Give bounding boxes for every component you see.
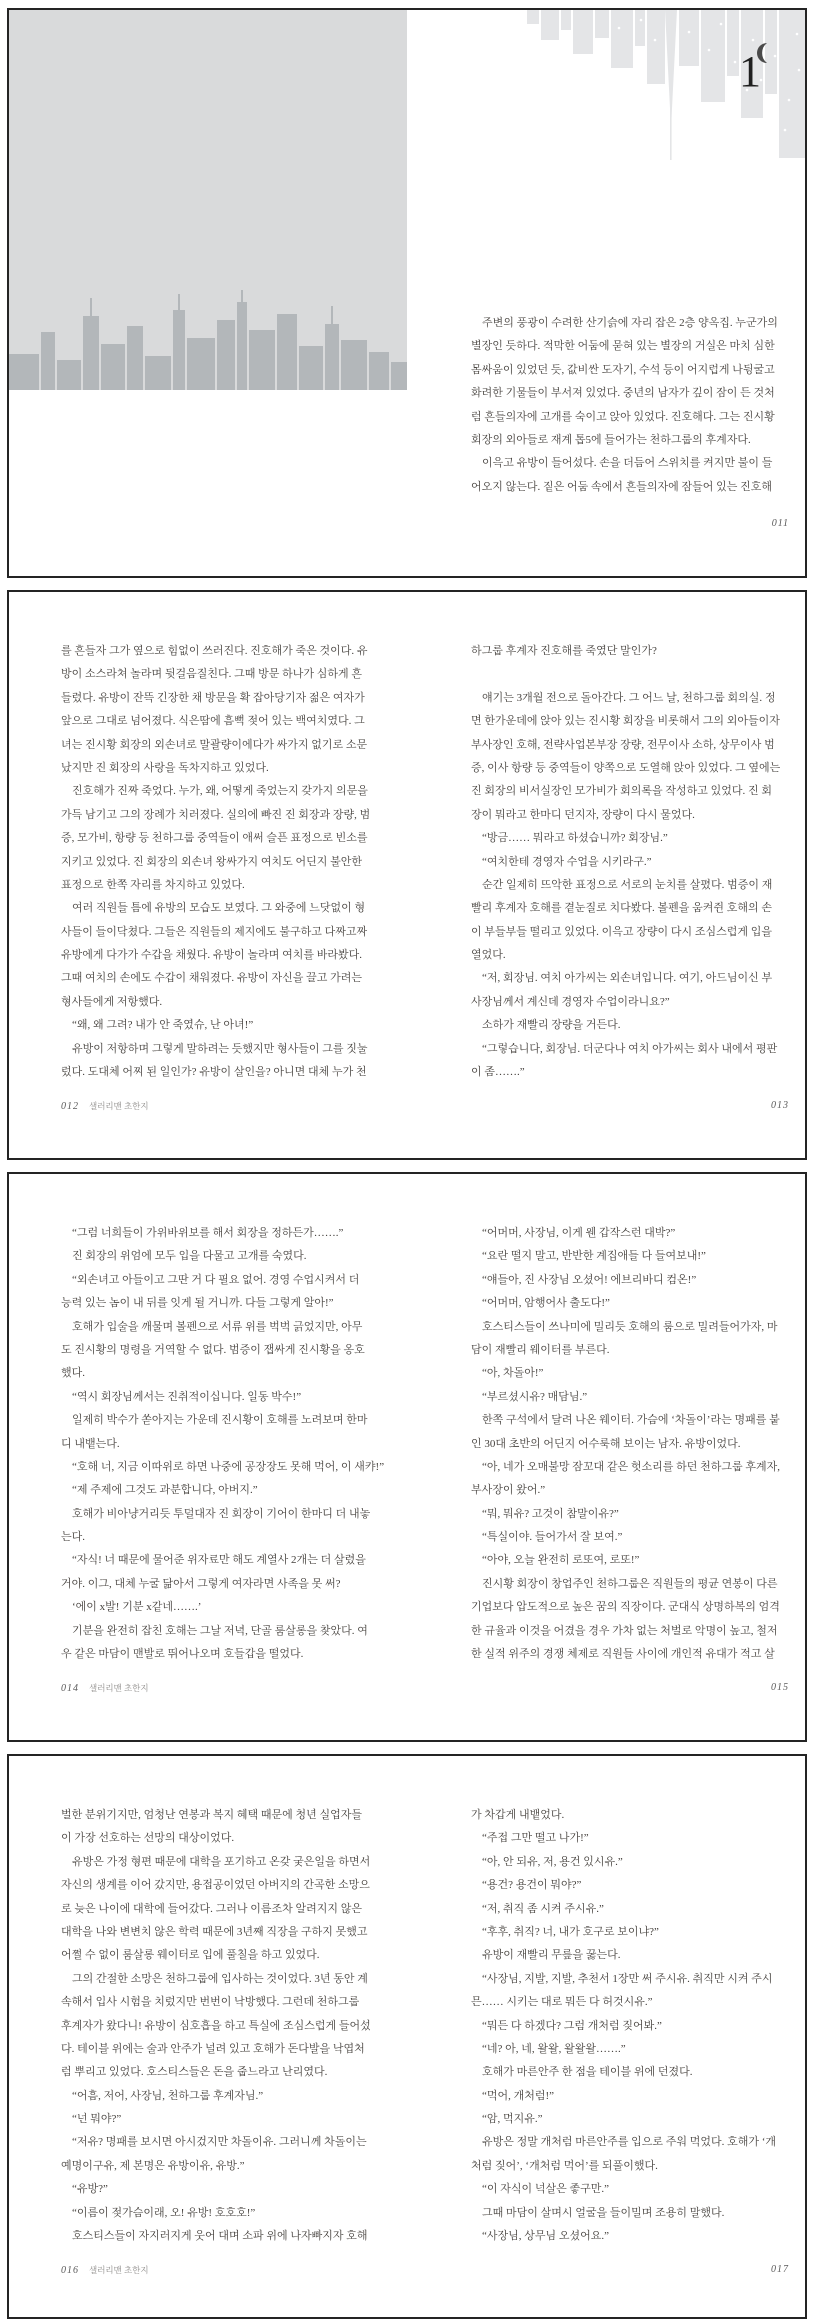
page-number-012: 012 — [61, 1101, 79, 1112]
text-line: 속해서 입사 시험을 치렀지만 번번이 낙방했다. 그런데 천하그룹 — [61, 1996, 360, 2009]
text-line: 우 같은 마담이 맨발로 뛰어나오며 호들갑을 떨었다. — [61, 1648, 304, 1661]
text-line: 처럼 짖어’, ‘개처럼 먹어’를 되풀이했다. — [471, 2159, 658, 2172]
text-line: “뭐, 뭐유? 고것이 참말이유?” — [471, 1507, 619, 1520]
text-line: 이 가장 선호하는 선망의 대상이었다. — [61, 1832, 235, 1845]
text-line: ‘에이 x발! 기분 x같네…….’ — [61, 1601, 202, 1614]
text-line: 자신의 생계를 이어 갔지만, 용접공이었던 아버지의 간곡한 소망으 — [61, 1879, 370, 1892]
book-spread-4 — [7, 1754, 807, 2319]
text-line: “특실이야. 들어가서 잘 보여.” — [471, 1531, 623, 1544]
text-line: 가득 남기고 그의 장례가 치러졌다. 실의에 빠진 진 회장과 장량, 범 — [61, 808, 371, 821]
text-line: “아, 안 되유, 저, 용건 있시유.” — [471, 1855, 623, 1868]
text-line: 증, 모가비, 항량 등 천하그룹 중역들이 애써 슬픈 표정으로 빈소를 — [61, 832, 368, 845]
text-line: 일제히 박수가 쏟아지는 가운데 진시황이 호해를 노려보며 한마 — [61, 1414, 368, 1427]
text-line: 별장인 듯하다. 적막한 어둠에 묻혀 있는 별장의 거실은 마치 심한 — [471, 340, 775, 353]
text-line — [471, 663, 807, 686]
text-line: 예명이구유, 제 본명은 유방이유, 유방.” — [61, 2159, 245, 2172]
text-line: 후계자가 왔다니! 유방이 심호흡을 하고 특실에 조심스럽게 들어섰 — [61, 2019, 371, 2032]
text-line: 담이 재빨리 웨이터를 부른다. — [471, 1343, 610, 1356]
text-line: 유방은 정말 개처럼 마른안주를 입으로 주워 먹었다. 호해가 ‘개 — [471, 2136, 777, 2149]
text-line: 는다. — [61, 1531, 86, 1544]
text-line: 디 내뱉는다. — [61, 1437, 120, 1450]
text-line: “저, 회장님. 여치 아가씨는 외손녀입니다. 여기, 아드님이신 부 — [471, 972, 773, 985]
text-line: 이 부들부들 떨리고 있었다. 이윽고 장량이 다시 조심스럽게 입을 — [471, 925, 773, 938]
text-line: 진호해가 진짜 죽었다. 누가, 왜, 어떻게 죽었는지 갖가지 의문을 — [61, 785, 368, 798]
text-line: “주접 그만 떨고 나가!” — [471, 1832, 589, 1845]
chapter-number: 1 — [739, 47, 761, 96]
text-line: 사장님께서 계신데 경영자 수업이라니요?” — [471, 995, 670, 1008]
text-line: 능력 있는 놈이 내 뒤를 잇게 될 거니까. 다들 그렇게 알아!” — [61, 1297, 334, 1310]
text-line: 사들이 들이닥쳤다. 그들은 직원들의 제지에도 불구하고 다짜고짜 — [61, 925, 368, 938]
text-line: “얘들아, 진 사장님 오셨어! 에브리바디 컴온!” — [471, 1273, 697, 1286]
page-014-text — [61, 1222, 397, 1666]
text-line: 유방에게 다가가 수갑을 채웠다. 유방이 놀라며 여치를 바라봤다. — [61, 949, 363, 962]
page-011-text — [471, 312, 807, 499]
text-line: “용건? 용건이 뭐야?” — [471, 1879, 582, 1892]
text-line: “어흠, 저어, 사장님, 천하그룹 후계자님.” — [61, 2089, 264, 2102]
text-line: “외손녀고 아들이고 그딴 거 다 필요 없어. 경영 수업시켜서 더 — [61, 1273, 360, 1286]
page-number-015: 015 — [771, 1682, 789, 1693]
text-line: 대학을 나와 변변치 않은 학력 때문에 3년째 직장을 구하지 못했고 — [61, 1925, 368, 1938]
text-line: “이 자식이 넉살은 좋구만.” — [471, 2183, 610, 2196]
text-line: “저유? 명패를 보시면 아시겄지만 차돌이유. 그러니께 차돌이는 — [61, 2136, 367, 2149]
text-line: “저, 취직 좀 시켜 주시유.” — [471, 1902, 604, 1915]
page-015-text — [471, 1222, 807, 1666]
page-012-footer — [61, 1100, 149, 1112]
city-skyline-icon — [9, 290, 407, 390]
text-line: 이윽고 유방이 들어섰다. 손을 더듬어 스위치를 켜지만 불이 들 — [471, 457, 773, 470]
text-line: “그럼 너희들이 가위바위보를 해서 회장을 정하든가…….” — [61, 1227, 344, 1239]
page-number-011: 011 — [771, 518, 789, 529]
text-line: 순간 일제히 뜨악한 표정으로 서로의 눈치를 살폈다. 범증이 재 — [471, 878, 773, 891]
text-line: 진시황 회장이 창업주인 천하그룹은 직원들의 평균 연봉이 다른 — [471, 1577, 778, 1590]
text-line: “부르셨시유? 매담님.” — [471, 1390, 588, 1403]
text-line: “역시 회장님께서는 진취적이십니다. 일동 박수!” — [61, 1390, 302, 1403]
text-line: “그렇습니다, 회장님. 더군다나 여치 아가씨는 회사 내에서 평판 — [471, 1042, 778, 1055]
text-line: 회장의 외아들로 재계 톱5에 들어가는 천하그룹의 후계자다. — [471, 433, 751, 446]
page-016-text — [61, 1804, 397, 2248]
book-spread-3 — [7, 1172, 807, 1742]
text-line: 호해가 입술을 깨물며 볼펜으로 서류 위를 벅벅 긁었지만, 아무 — [61, 1320, 363, 1333]
text-line: “호해 너, 지금 이따위로 하면 나중에 공장장도 못해 먹어, 이 새캬!” — [61, 1460, 385, 1473]
text-line: 가 차갑게 내뱉었다. — [471, 1809, 565, 1821]
text-line: “여치한테 경영자 수업을 시키라구.” — [471, 855, 652, 868]
text-line: 열었다. — [471, 949, 506, 962]
text-line: 도 진시황의 명령을 거역할 수 없다. 범증이 잽싸게 진시황을 옹호 — [61, 1343, 365, 1356]
text-line: 이 좀…….” — [471, 1066, 525, 1079]
text-line: “사장님, 지발, 지발, 추천서 1장만 써 주시유. 취직만 시켜 주시 — [471, 1972, 773, 1985]
text-line: 다. 테이블 위에는 술과 안주가 널려 있고 호해가 돈다발을 낙엽처 — [61, 2042, 365, 2055]
text-line: 소하가 재빨리 장량을 거든다. — [471, 1019, 621, 1032]
text-line: 렀다. 도대체 어찌 된 일인가? 유방이 살인을? 아니면 대체 누가 천 — [61, 1066, 367, 1079]
text-line: 거야. 이그, 대체 누굴 닮아서 그렇게 여자라면 사족을 못 써? — [61, 1577, 341, 1590]
text-line: 녀는 진시황 회장의 외손녀로 말괄량이에다가 싸가지 없기로 소문 — [61, 738, 368, 751]
page-number-013: 013 — [771, 1100, 789, 1111]
text-line: 믄…… 시키는 대로 뭐든 다 허것시유.” — [471, 1996, 653, 2009]
text-line: 호해가 마른안주 한 점을 테이블 위에 던졌다. — [471, 2066, 693, 2079]
text-line: “요란 떨지 말고, 반반한 계집애들 다 들여보내!” — [471, 1250, 706, 1263]
page-012-text — [61, 640, 397, 1084]
text-line: 어오지 않는다. 짙은 어둠 속에서 흔들의자에 잠들어 있는 진호해 — [471, 480, 773, 493]
text-line: 한쪽 구석에서 달려 나온 웨이터. 가슴에 ‘차돌이’라는 명패를 붙 — [471, 1414, 780, 1427]
text-line: 주변의 풍광이 수려한 산기슭에 자리 잡은 2층 양옥집. 누군가의 — [471, 317, 778, 329]
text-line: “암, 먹지유.” — [471, 2113, 543, 2126]
text-line: 부사장이 왔어.” — [471, 1484, 546, 1497]
text-line: 기업보다 압도적으로 높은 꿈의 직장이다. 군대식 상명하복의 엄격 — [471, 1601, 780, 1614]
text-line: 몸싸움이 있었던 듯, 값비싼 도자기, 수석 등이 어지럽게 나뒹굴고 — [471, 363, 775, 376]
text-line: 럼 흔들의자에 고개를 숙이고 앉아 있었다. 진호해다. 그는 진시황 — [471, 410, 775, 423]
text-line: 방이 소스라쳐 놀라며 뒷걸음질친다. 그때 방문 하나가 심하게 흔 — [61, 668, 363, 681]
text-line: 빨리 후계자 호해를 곁눈질로 치다봤다. 볼펜을 움켜쥔 호해의 손 — [471, 902, 773, 915]
text-line: “넌 뭐야?” — [61, 2113, 122, 2126]
text-line: 앞으로 그대로 넘어졌다. 식은땀에 흠뻑 젖어 있는 백여치였다. 그 — [61, 715, 365, 728]
text-line: 지키고 있었다. 진 회장의 외손녀 왕싸가지 여치도 어딘지 불안한 — [61, 855, 363, 868]
text-line: 어쩔 수 없이 룸살롱 웨이터로 입에 풀칠을 하고 있었다. — [61, 1949, 320, 1962]
text-line: “이름이 젖가슴이래, 오! 유방! 호호호!” — [61, 2206, 256, 2219]
text-line: “후후, 취직? 너, 내가 호구로 보이냐?” — [471, 1925, 659, 1938]
book-spread-1 — [7, 8, 807, 578]
text-line: 표정으로 한쪽 자리를 차지하고 있었다. — [61, 878, 245, 891]
text-line: “아, 차돌아!” — [471, 1367, 544, 1380]
book-spread-2 — [7, 590, 807, 1160]
text-line: “어머머, 사장님, 이게 웬 갑작스런 대박?” — [471, 1227, 676, 1239]
text-line: 했다. — [61, 1367, 86, 1380]
text-line: 하그룹 후계자 진호해를 죽였단 말인가? — [471, 645, 657, 657]
running-title: 샐러리맨 초한지 — [89, 1683, 149, 1693]
text-line: “어머머, 암행어사 출도다!” — [471, 1297, 610, 1310]
text-line: 호스티스들이 자지러지게 웃어 대며 소파 위에 나자빠지자 호해 — [61, 2230, 368, 2243]
text-line: 유방이 저항하며 그렇게 말하려는 듯했지만 형사들이 그를 짓눌 — [61, 1042, 368, 1055]
text-line: 얘기는 3개월 전으로 돌아간다. 그 어느 날, 천하그룹 회의실. 정 — [471, 691, 776, 704]
text-line: “네? 아, 네, 왈왈, 왈왈왈…….” — [471, 2042, 626, 2055]
text-line: 유방은 가정 형편 때문에 대학을 포기하고 온갖 궂은일을 하면서 — [61, 1855, 371, 1868]
text-line: 진 회장의 비서실장인 모가비가 회의록을 작성하고 있었다. 진 회 — [471, 785, 773, 798]
text-line: 면 한가운데에 앉아 있는 진시황 회장을 비롯해서 그의 외아들이자 — [471, 715, 780, 728]
text-line: 장이 뭐라고 한마디 던지자, 장량이 다시 물었다. — [471, 808, 695, 821]
text-line: 그때 마담이 살며시 얼굴을 들이밀며 조용히 말했다. — [471, 2206, 725, 2219]
text-line: “제 주제에 그것도 과분합니다, 아버지.” — [61, 1484, 258, 1497]
text-line: 호스티스들이 쓰나미에 밀리듯 호해의 룸으로 밀려들어가자, 마 — [471, 1320, 778, 1333]
text-line: “방금…… 뭐라고 하셨습니까? 회장님.” — [471, 832, 668, 845]
text-line: “왜, 왜 그려? 내가 안 죽였슈, 난 아녀!” — [61, 1019, 254, 1032]
text-line: 벌한 분위기지만, 엄청난 연봉과 복지 혜택 때문에 청년 실업자들 — [61, 1809, 363, 1821]
text-line: “유방?” — [61, 2183, 108, 2196]
text-line: “자식! 너 때문에 물어준 위자료만 해도 계열사 2개는 더 살렸을 — [61, 1554, 366, 1567]
page-number-014: 014 — [61, 1683, 79, 1694]
text-line: 화려한 기물들이 부서져 있었다. 중년의 남자가 깊이 잠이 든 것처 — [471, 387, 775, 400]
page-013-text — [471, 640, 807, 1084]
text-line: 유방이 재빨리 무릎을 꿇는다. — [471, 1949, 621, 1962]
running-title: 샐러리맨 초한지 — [89, 2265, 149, 2275]
text-line: “아, 네가 오매불망 잠꼬대 같은 헛소리를 하던 천하그룹 후계자, — [471, 1460, 781, 1473]
text-line: 로 늦은 나이에 대학에 들어갔다. 그러나 이름조차 알려지지 않은 — [61, 1902, 363, 1915]
page-014-footer — [61, 1682, 149, 1694]
chapter-opener-gray-page — [9, 10, 407, 390]
running-title: 샐러리맨 초한지 — [89, 1101, 149, 1111]
text-line: 증, 이사 항량 등 중역들이 양쪽으로 도열해 앉아 있었다. 그 옆에는 — [471, 761, 781, 774]
text-line: “아야, 오늘 완전히 로또여, 로또!” — [471, 1554, 640, 1567]
page-017-text — [471, 1804, 807, 2248]
text-line: 났지만 진 회장의 사랑을 독차지하고 있었다. — [61, 761, 269, 774]
text-line: 한 실적 위주의 경쟁 체제로 직원들 사이에 개인적 유대가 적고 살 — [471, 1648, 775, 1661]
page-number-016: 016 — [61, 2265, 79, 2276]
text-line: 진 회장의 위엄에 모두 입을 다물고 고개를 숙였다. — [61, 1250, 307, 1263]
text-line: 부사장인 호해, 전략사업본부장 장량, 전무이사 소하, 상무이사 범 — [471, 738, 775, 751]
text-line: 를 흔들자 그가 옆으로 힘없이 쓰러진다. 진호해가 죽은 것이다. 유 — [61, 645, 368, 657]
text-line: “뭐든 다 하겠다? 그럼 개처럼 짖어봐.” — [471, 2019, 662, 2032]
text-line: “사장님, 상무님 오셨어요.” — [471, 2230, 610, 2243]
text-line: 호해가 비아냥거리듯 투덜대자 진 회장이 기어이 한마디 더 내놓 — [61, 1507, 371, 1520]
text-line: 인 30대 초반의 어딘지 어수룩해 보이는 남자. 유방이었다. — [471, 1437, 741, 1450]
page-016-footer — [61, 2264, 149, 2276]
text-line: 기분을 완전히 잡친 호해는 그날 저녁, 단골 룸살롱을 찾았다. 여 — [61, 1624, 368, 1637]
text-line: 럼 뿌리고 있었다. 호스티스들은 돈을 줍느라고 난리였다. — [61, 2066, 328, 2079]
text-line: 한 규율과 이것을 어겼을 경우 가차 없는 처벌로 악명이 높고, 철저 — [471, 1624, 778, 1637]
text-line: 그때 여치의 손에도 수갑이 채워졌다. 유방이 자신을 끌고 가려는 — [61, 972, 363, 985]
text-line: 그의 간절한 소망은 천하그룹에 입사하는 것이었다. 3년 동안 계 — [61, 1972, 368, 1985]
text-line: 여러 직원들 틈에 유방의 모습도 보였다. 그 와중에 느닷없이 형 — [61, 902, 366, 915]
text-line: 들렸다. 유방이 잔뜩 긴장한 채 방문을 확 잡아당기자 젊은 여자가 — [61, 691, 365, 704]
page-number-017: 017 — [771, 2264, 789, 2275]
text-line: “먹어, 개처럼!” — [471, 2089, 555, 2102]
text-line: 형사들에게 저항했다. — [61, 995, 163, 1008]
